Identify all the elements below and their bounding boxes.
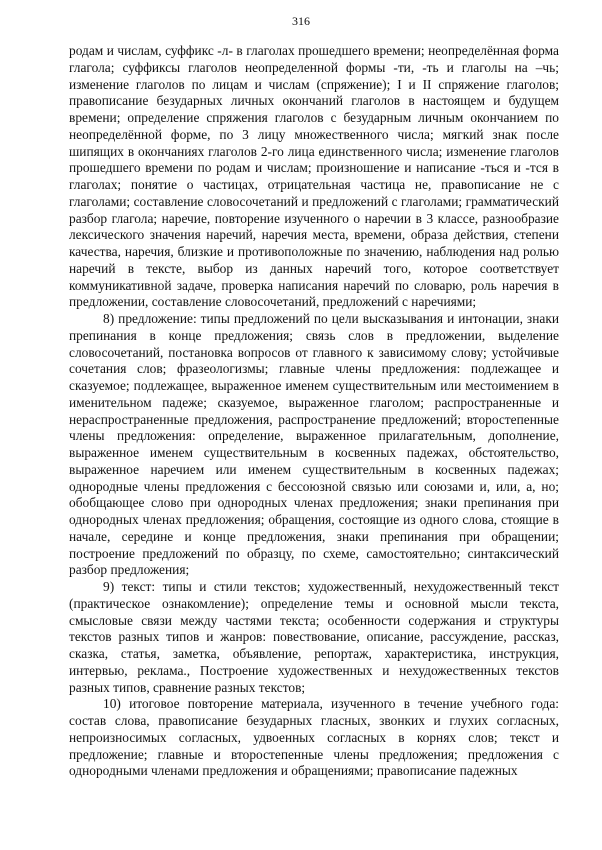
paragraph-item-10: 10) итоговое повторение материала, изученного в течение учебного года: состав слова, правописание безударных гласных, звонких и глухих согласных, непроизносимых согласных, удвоенных согласных в корнях слов; текст и предложение; главные и второстепенные члены предложения; предложения с однородными членами предложения и обращениями; правописание падежных [69,696,559,779]
paragraph-item-8: 8) предложение: типы предложений по цели высказывания и интонации, знаки препинания в конце предложения; связь слов в предложении, выделение словосочетаний, постановка вопросов от главного к зависимому слову; устойчивые сочетания слов; фразеологизмы; главные члены предложения: подлежащее и сказуемое; подлежащее, выраженное именем существительным или местоимением в именительном падеже; сказуемое, выраженное глаголом; распространенные и нераспространенные предложения, распространение предложений; второстепенные члены предложения: определение, выраженное прилагательным, дополнение, выраженное именем существительным в косвенных падежах, обстоятельство, выраженное наречием или именем существительным в косвенных падежах; однородные члены предложения с бессоюзной связью или союзами и, или, а, но; обобщающее слово при однородных членах предложения; знаки препинания при однородных членах предложения; обращения, состоящие из одного слова, стоящие в начале, середине и конце предложения, знаки препинания при обращении; построение предложений по образцу, по схеме, самостоятельно; синтаксический разбор предложения; [69,311,559,578]
body-text [69,43,559,780]
page-number: 316 [292,14,310,28]
paragraph-continuation: родам и числам, суффикс -л- в глаголах прошедшего времени; неопределённая форма глагола; суффиксы глаголов неопределенной формы -ти, -ть и глаголы на –чь; изменение глаголов по лицам и числам (спряжение); I и II спряжение глаголов; правописание безударных личных окончаний глаголов в настоящем и будущем времени; определение спряжения глаголов с безударным личным окончанием по неопределённой форме, по 3 лицу множественного числа; мягкий знак после шипящих в окончаниях глаголов 2-го лица единственного числа; изменение глаголов прошедшего времени по родам и числам; произношение и написание -ться и -тся в глаголах; понятие о частицах, отрицательная частица не, правописание не с глаголами; составление словосочетаний и предложений с глаголами; грамматический разбор глагола; наречие, повторение изученного о наречии в 3 классе, разнообразие лексического значения наречий, наречия места, времени, образа действия, степени качества, наречия, близкие и противоположные по значению, наблюдения над ролью наречий в тексте, выбор из данных наречий того, которое соответствует коммуникативной задаче, проверка написания наречий по словарю, роль наречия в предложении, составление словосочетаний, предложений с наречиями; [69,43,559,310]
paragraph-item-9: 9) текст: типы и стили текстов; художественный, нехудожественный текст (практическое ознакомление); определение темы и основной мысли текста, смысловые связи между частями текста; особенности содержания и структуры текстов разных типов и жанров: повествование, описание, рассуждение, рассказ, сказка, статья, заметка, объявление, репортаж, характеристика, инструкция, интервью, реклама., Построение художественных и нехудожественных текстов разных типов, сравнение разных текстов; [69,579,559,695]
